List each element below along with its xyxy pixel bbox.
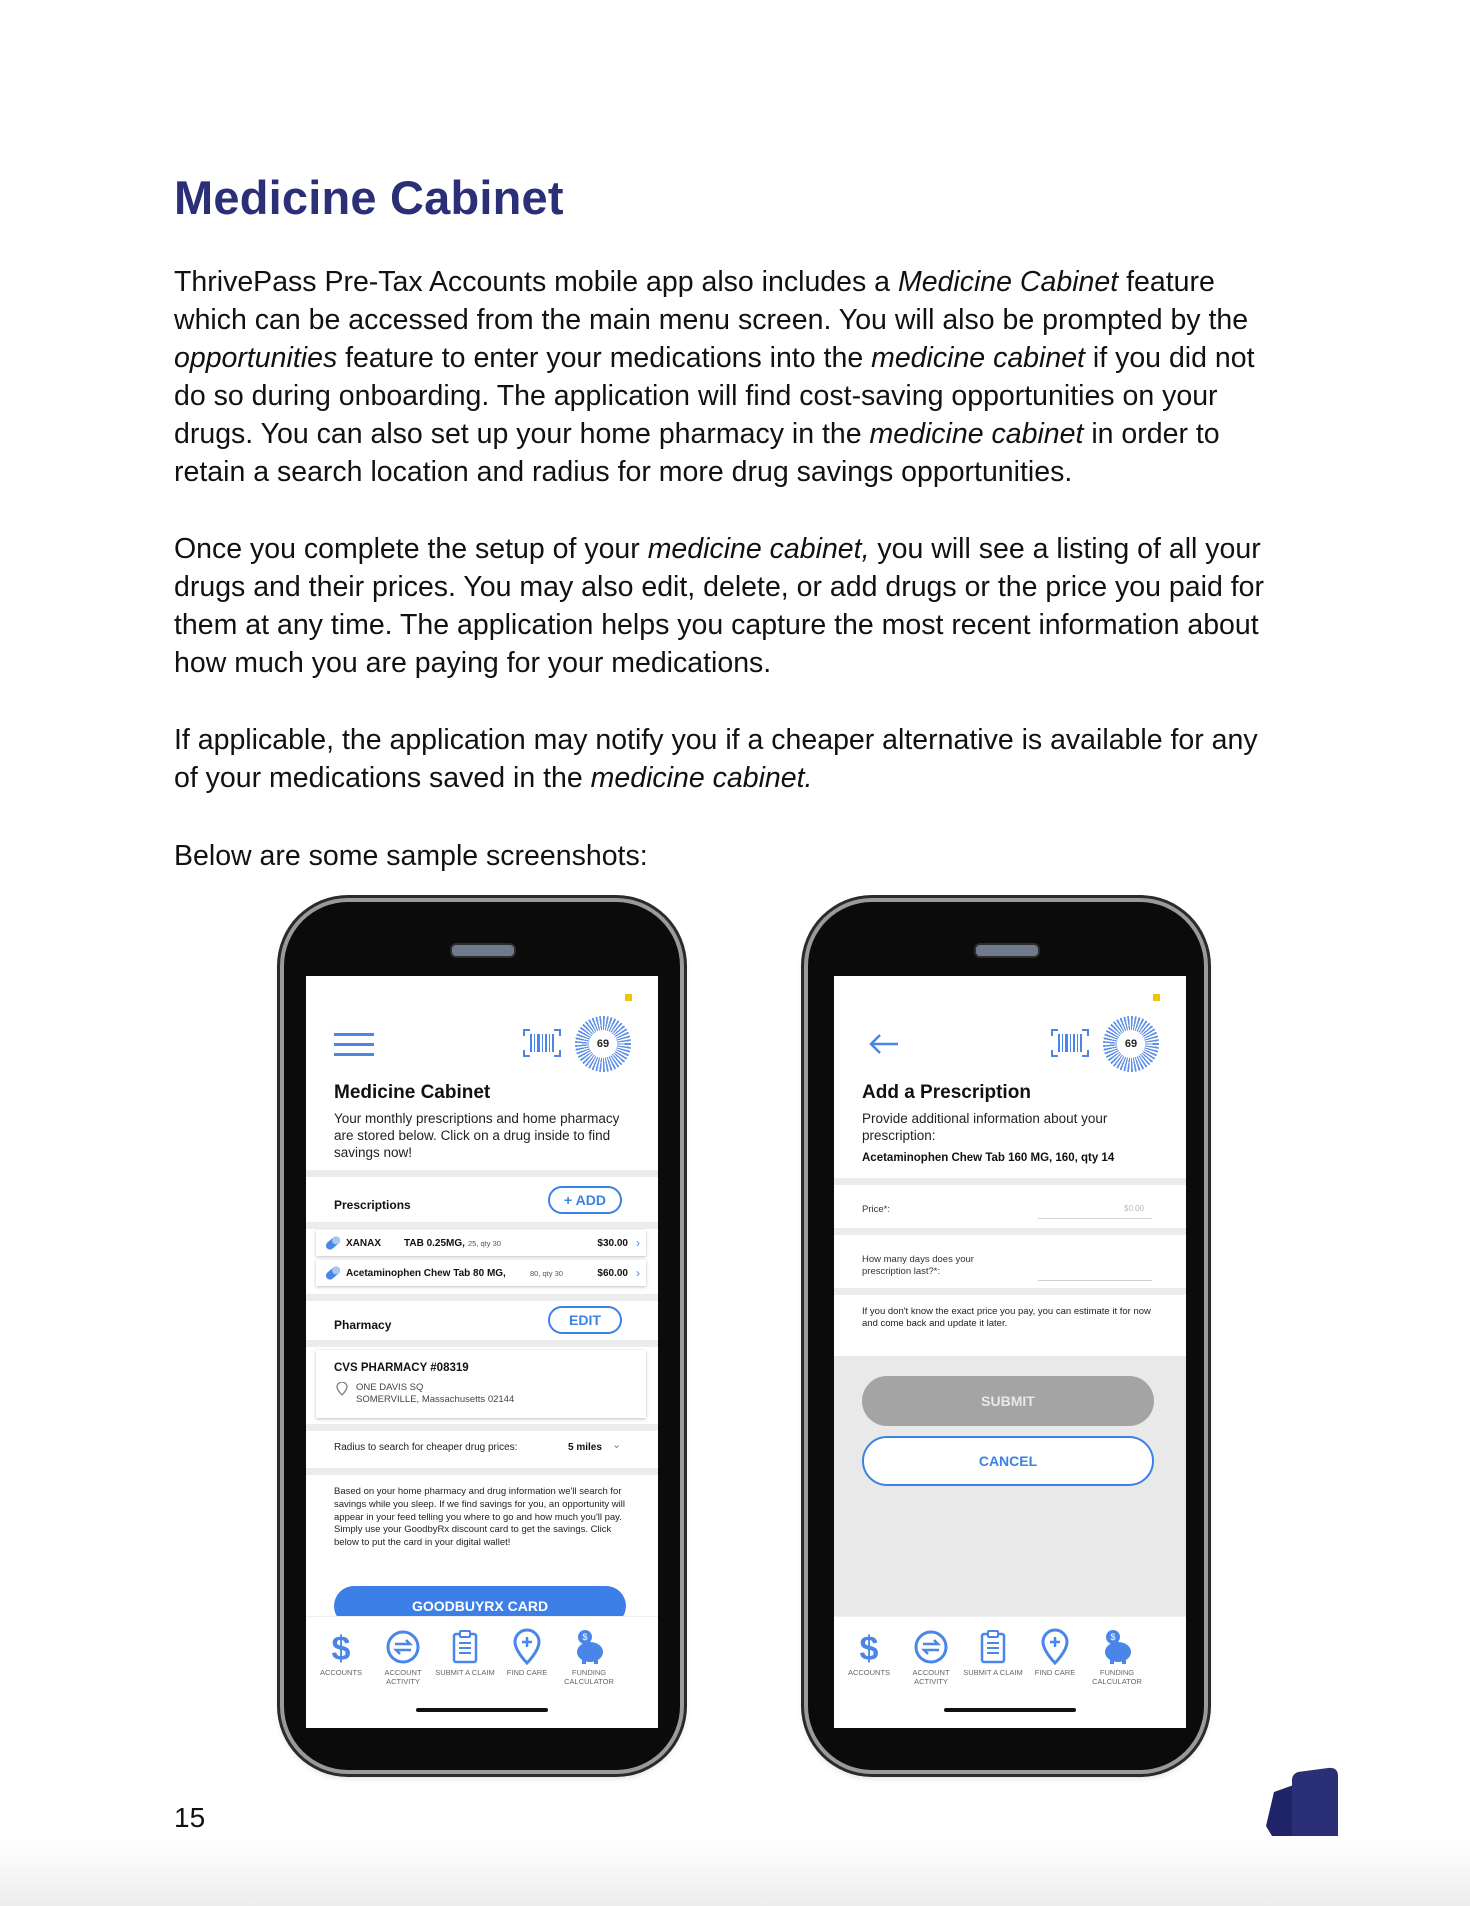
drug-row-xanax[interactable]	[316, 1230, 646, 1256]
pharmacy-label: Pharmacy	[334, 1318, 392, 1332]
location-pin-icon	[507, 1627, 547, 1667]
tab-label: SUBMIT A CLAIM	[963, 1668, 1023, 1677]
savings-info-text: Based on your home pharmacy and drug information we'll search for savings while you sleep. If we find savings for you, an opportunity will appear in your feed telling you where to go and how much you'll pay. Simply use your GoodbyRx discount card to get the savings. Click below to put the card in your digital wallet!	[334, 1486, 625, 1549]
goodbuyrx-card-button[interactable]: GOODBUYRX CARD	[334, 1586, 626, 1626]
clipboard-icon	[445, 1627, 485, 1667]
section-divider	[306, 1340, 658, 1347]
alternative-paragraph	[174, 721, 1284, 797]
hamburger-menu-icon[interactable]	[334, 1032, 374, 1058]
tab-label: ACCOUNT ACTIVITY	[384, 1668, 422, 1686]
text-run: you will see a listing of all your drugs and their prices. You may also edit, delete, or add drugs or the price you paid for them at any time. The application helps you capture the most recent information about how much you are paying for your medications.	[174, 533, 1264, 679]
barcode-scan-icon[interactable]	[522, 1028, 562, 1058]
setup-paragraph	[174, 530, 1284, 682]
tab-submit-claim[interactable]	[430, 1627, 500, 1678]
chevron-right-icon: ›	[636, 1266, 640, 1280]
tab-label: ACCOUNTS	[847, 1668, 891, 1677]
chevron-right-icon: ›	[636, 1236, 640, 1250]
tab-label: FUNDING CALCULATOR	[1092, 1668, 1142, 1686]
tab-label: FIND CARE	[1034, 1668, 1076, 1677]
tab-submit-claim[interactable]	[958, 1627, 1028, 1678]
phone-add-prescription	[808, 902, 1204, 1770]
tab-funding-calculator[interactable]	[554, 1627, 624, 1686]
italic-run: medicine cabinet,	[647, 533, 870, 565]
drug-quantity: 80, qty 30	[530, 1269, 563, 1278]
section-divider	[306, 1222, 658, 1229]
section-divider	[834, 1228, 1186, 1235]
phone-speaker	[450, 943, 516, 958]
section-divider	[306, 1468, 658, 1475]
estimate-note: If you don't know the exact price you pay, you can estimate it for now and come back and update it later.	[862, 1306, 1151, 1329]
section-divider	[834, 1288, 1186, 1295]
piggy-bank-icon	[569, 1627, 609, 1667]
section-divider	[306, 1170, 658, 1177]
screen-description: Your monthly prescriptions and home pharmacy are stored below. Click on a drug inside to find savings now!	[334, 1111, 620, 1160]
text-run: ThrivePass Pre-Tax Accounts mobile app also includes a	[174, 266, 898, 298]
svg-text:$: $	[331, 1630, 351, 1667]
tab-find-care[interactable]	[1020, 1627, 1090, 1678]
pharmacy-address	[356, 1382, 514, 1406]
screen-add-prescription	[834, 976, 1186, 1728]
score-badge[interactable]	[575, 1016, 631, 1072]
screen-title: Add a Prescription	[862, 1082, 1031, 1103]
text-run: in order to retain a search location and radius for more drug savings opportunities.	[174, 418, 1220, 488]
tab-label: FIND CARE	[506, 1668, 548, 1677]
page-title: Medicine Cabinet	[174, 171, 564, 224]
price-field-underline	[1038, 1218, 1152, 1219]
tab-find-care[interactable]	[492, 1627, 562, 1678]
text-run: Below are some sample screenshots:	[174, 840, 648, 872]
text-run: feature which can be accessed from the main menu screen. You will also be prompted by the	[174, 266, 1249, 336]
tab-label: ACCOUNTS	[319, 1668, 363, 1677]
text-run: if you did not do so during onboarding. The application will find cost-saving opportunities on your drugs. You can also set up your home pharmacy in the	[174, 342, 1255, 450]
italic-run: opportunities	[174, 342, 338, 374]
tab-account-activity[interactable]	[896, 1627, 966, 1686]
screen-medicine-cabinet	[306, 976, 658, 1728]
back-arrow-icon[interactable]	[868, 1032, 900, 1056]
tab-label: ACCOUNT ACTIVITY	[912, 1668, 950, 1686]
drug-name: XANAX	[346, 1238, 382, 1249]
address-line1: ONE DAVIS SQ	[356, 1382, 424, 1393]
page-number: 15	[174, 1802, 206, 1833]
score-badge[interactable]	[1103, 1016, 1159, 1072]
intro-paragraph	[174, 263, 1284, 491]
home-indicator	[944, 1708, 1076, 1712]
add-prescription-button[interactable]: + ADD	[548, 1186, 622, 1214]
italic-run: medicine cabinet.	[590, 762, 813, 794]
screen-description: Provide additional information about your prescription:	[862, 1111, 1108, 1143]
drug-name: Acetaminophen Chew Tab 80 MG,	[346, 1268, 506, 1279]
location-pin-icon	[336, 1382, 348, 1396]
dollar-icon	[321, 1627, 361, 1667]
days-input[interactable]	[1038, 1280, 1152, 1281]
phone-speaker	[974, 943, 1040, 958]
prescriptions-label: Prescriptions	[334, 1198, 411, 1212]
score-value: 69	[1117, 1030, 1145, 1058]
prescription-name: Acetaminophen Chew Tab 160 MG, 160, qty 14	[862, 1152, 1115, 1164]
svg-text:$: $	[1110, 1632, 1116, 1642]
location-pin-icon	[1035, 1627, 1075, 1667]
italic-run: medicine cabinet	[871, 342, 1085, 374]
section-divider	[834, 1178, 1186, 1185]
address-line2: SOMERVILLE, Massachusetts 02144	[356, 1394, 515, 1405]
price-label: Price*:	[862, 1204, 890, 1215]
drug-price: $60.00	[597, 1268, 628, 1279]
tab-account-activity[interactable]	[368, 1627, 438, 1686]
dollar-icon	[849, 1627, 889, 1667]
italic-run: Medicine Cabinet	[897, 266, 1119, 298]
pharmacy-card[interactable]	[316, 1350, 646, 1418]
tab-label: SUBMIT A CLAIM	[435, 1668, 495, 1677]
account-activity-icon	[383, 1627, 423, 1667]
pill-icon	[324, 1265, 342, 1281]
chevron-down-icon[interactable]: ⌄	[612, 1439, 622, 1451]
screen-title: Medicine Cabinet	[334, 1082, 491, 1103]
radius-select[interactable]: 5 miles	[568, 1442, 602, 1453]
svg-text:$: $	[859, 1630, 879, 1667]
tab-label: FUNDING CALCULATOR	[564, 1668, 614, 1686]
cancel-button[interactable]: CANCEL	[862, 1436, 1154, 1486]
tab-accounts[interactable]	[834, 1627, 904, 1678]
price-input[interactable]: $0.00	[1124, 1204, 1145, 1213]
score-value: 69	[589, 1030, 617, 1058]
pharmacy-name: CVS PHARMACY #08319	[334, 1362, 469, 1374]
radius-label: Radius to search for cheaper drug prices:	[334, 1442, 518, 1453]
barcode-scan-icon[interactable]	[1050, 1028, 1090, 1058]
text-run: Once you complete the setup of your	[174, 533, 648, 565]
brand-logo-icon	[1262, 1766, 1340, 1838]
phone-medicine-cabinet	[284, 902, 680, 1770]
drug-dose: TAB 0.25MG,	[404, 1238, 465, 1249]
pill-icon	[324, 1235, 342, 1251]
submit-button[interactable]: SUBMIT	[862, 1376, 1154, 1426]
screenshots-intro	[174, 837, 1284, 875]
section-divider	[306, 1294, 658, 1301]
tab-funding-calculator[interactable]	[1082, 1627, 1152, 1686]
home-indicator	[416, 1708, 548, 1712]
clipboard-icon	[973, 1627, 1013, 1667]
drug-quantity: 25, qty 30	[468, 1239, 501, 1248]
account-activity-icon	[911, 1627, 951, 1667]
edit-pharmacy-button[interactable]: EDIT	[548, 1306, 622, 1334]
text-run: feature to enter your medications into the	[337, 342, 872, 374]
days-label: How many days does your prescription last?*:	[862, 1254, 974, 1277]
section-divider	[306, 1424, 658, 1431]
svg-text:$: $	[582, 1632, 588, 1642]
drug-row-acetaminophen[interactable]	[316, 1260, 646, 1286]
notification-dot	[625, 994, 632, 1001]
drug-price: $30.00	[597, 1238, 628, 1249]
text-run: If applicable, the application may notify you if a cheaper alternative is available for any of your medications saved in the	[174, 724, 1258, 794]
piggy-bank-icon	[1097, 1627, 1137, 1667]
page-bottom-shade	[0, 1840, 1470, 1906]
tab-accounts[interactable]	[306, 1627, 376, 1678]
notification-dot	[1153, 994, 1160, 1001]
italic-run: medicine cabinet	[869, 418, 1084, 450]
